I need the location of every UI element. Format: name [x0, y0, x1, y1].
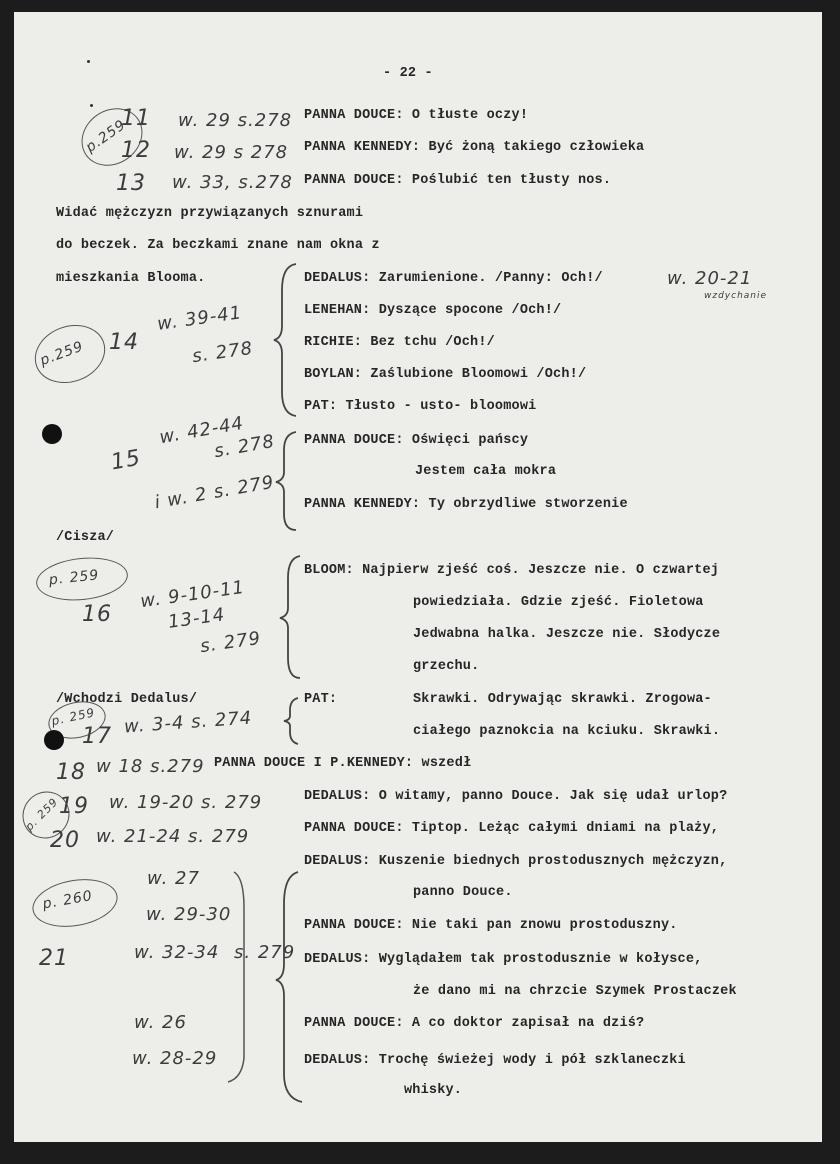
line-ref: w 18 s.279 [96, 756, 205, 777]
line-ref: w. 29 s.278 [178, 110, 293, 131]
line-ref: w. 42-44 [157, 412, 246, 449]
dialogue-line: PANNA KENNEDY: Być żoną takiego człowieka [304, 140, 645, 155]
dialogue-line: DEDALUS: Wyglądałem tak prostodusznie w kołysce, [304, 952, 703, 967]
line-number: 20 [50, 828, 80, 853]
stage-direction: mieszkania Blooma. [56, 271, 206, 286]
stage-direction: do beczek. Za beczkami znane nam okna z [56, 238, 380, 253]
line-ref: w. 9-10-11 [139, 576, 247, 613]
dialogue-line: whisky. [404, 1083, 463, 1098]
line-number: 18 [56, 760, 86, 785]
line-ref: 13-14 [166, 604, 227, 633]
line-ref: i w. 2 s. 279 [153, 471, 276, 514]
line-ref: s. 278 [212, 430, 277, 463]
line-number: 16 [82, 602, 112, 627]
dialogue-line: Jestem cała mokra [415, 464, 557, 479]
line-number: 15 [109, 445, 143, 476]
dialogue-line: DEDALUS: O witamy, panno Douce. Jak się udał urlop? [304, 789, 728, 804]
line-ref: w. 29-30 [146, 904, 232, 925]
page-ref-circle: p.259 [70, 97, 153, 178]
page-number: - 22 - [383, 66, 433, 81]
dialogue-line: że dano mi na chrzcie Szymek Prostaczek [413, 984, 737, 999]
bracket [276, 552, 306, 682]
dialogue-line: PANNA DOUCE: Nie taki pan znowu prostoduszny. [304, 918, 678, 933]
dialogue-line: BOYLAN: Zaślubione Bloomowi /Och!/ [304, 367, 587, 382]
margin-note: w. 20-21 [667, 268, 753, 289]
line-ref: s. 279 [234, 942, 296, 963]
dialogue-line: DEDALUS: Kuszenie biednych prostodusznych mężczyzn, [304, 854, 728, 869]
dialogue-line: PANNA DOUCE: O tłuste oczy! [304, 108, 529, 123]
margin-note: wzdychanie [704, 291, 768, 301]
punch-hole [42, 424, 62, 444]
document-page [14, 12, 822, 1142]
dialogue-line: PAT: [304, 692, 338, 707]
dialogue-line: PANNA DOUCE: Poślubić ten tłusty nos. [304, 173, 612, 188]
punch-hole [44, 730, 64, 750]
dialogue-line: RICHIE: Bez tchu /Och!/ [304, 335, 495, 350]
line-ref: w. 27 [147, 868, 200, 889]
dialogue-line: PAT: Tłusto - usto- bloomowi [304, 399, 537, 414]
dialogue-line: Jedwabna halka. Jeszcze nie. Słodycze [413, 627, 721, 642]
line-ref: s. 278 [190, 337, 255, 368]
speck [90, 104, 93, 107]
dialogue-line: PANNA DOUCE: Oświęci pańscy [304, 433, 529, 448]
bracket [214, 868, 314, 1108]
line-number: 11 [121, 106, 151, 131]
page-ref-circle: p. 260 [29, 873, 122, 933]
speck [87, 60, 90, 63]
line-number: 14 [109, 330, 139, 355]
page-ref-circle: p. 259 [45, 696, 109, 743]
line-ref: w. 21-24 s. 279 [96, 826, 250, 847]
dialogue-line: DEDALUS: Trochę świeżej wody i pół szklaneczki [304, 1053, 686, 1068]
line-number: 13 [116, 171, 146, 196]
dialogue-line: LENEHAN: Dyszące spocone /Och!/ [304, 303, 562, 318]
dialogue-line: PANNA DOUCE: A co doktor zapisał na dziś? [304, 1016, 645, 1031]
line-number: 19 [59, 794, 89, 819]
line-ref: w. 33, s.278 [172, 172, 293, 193]
dialogue-line: BLOOM: Najpierw zjeść coś. Jeszcze nie. O czwartej [304, 563, 720, 578]
dialogue-line: PANNA KENNEDY: Ty obrzydliwe stworzenie [304, 497, 628, 512]
stage-direction: /Wchodzi Dedalus/ [56, 692, 198, 707]
line-number: 21 [39, 946, 69, 971]
line-ref: w. 19-20 s. 279 [109, 792, 263, 813]
line-number: 12 [121, 138, 151, 163]
line-ref: w. 26 [134, 1012, 187, 1033]
dialogue-line: Skrawki. Odrywając skrawki. Zrogowa- [413, 692, 712, 707]
line-ref: w. 32-34 [134, 942, 220, 963]
page-ref-circle: p. 259 [14, 782, 79, 848]
line-ref: w. 29 s 278 [174, 142, 289, 163]
page-ref-circle: p.259 [27, 315, 114, 392]
dialogue-line: panno Douce. [413, 885, 513, 900]
stage-direction: /Cisza/ [56, 530, 115, 545]
line-ref: w. 28-29 [132, 1048, 218, 1069]
line-number: 17 [82, 724, 112, 749]
dialogue-line: grzechu. [413, 659, 480, 674]
dialogue-line: PANNA DOUCE: Tiptop. Leżąc całymi dniami na plaży, [304, 821, 720, 836]
dialogue-line: PANNA DOUCE I P.KENNEDY: wszedł [214, 756, 472, 771]
bracket [272, 260, 302, 420]
line-ref: s. 279 [198, 627, 263, 658]
stage-direction: Widać mężczyzn przywiązanych sznurami [56, 206, 364, 221]
dialogue-line: ciałego paznokcia na kciuku. Skrawki. [413, 724, 721, 739]
dialogue-line: DEDALUS: Zarumienione. /Panny: Och!/ [304, 271, 603, 286]
bracket [272, 428, 302, 534]
line-ref: w. 3-4 s. 274 [123, 707, 253, 738]
bracket [282, 696, 302, 746]
line-ref: w. 39-41 [155, 302, 244, 335]
page-ref-circle: p. 259 [34, 553, 130, 604]
dialogue-line: powiedziała. Gdzie zjeść. Fioletowa [413, 595, 704, 610]
